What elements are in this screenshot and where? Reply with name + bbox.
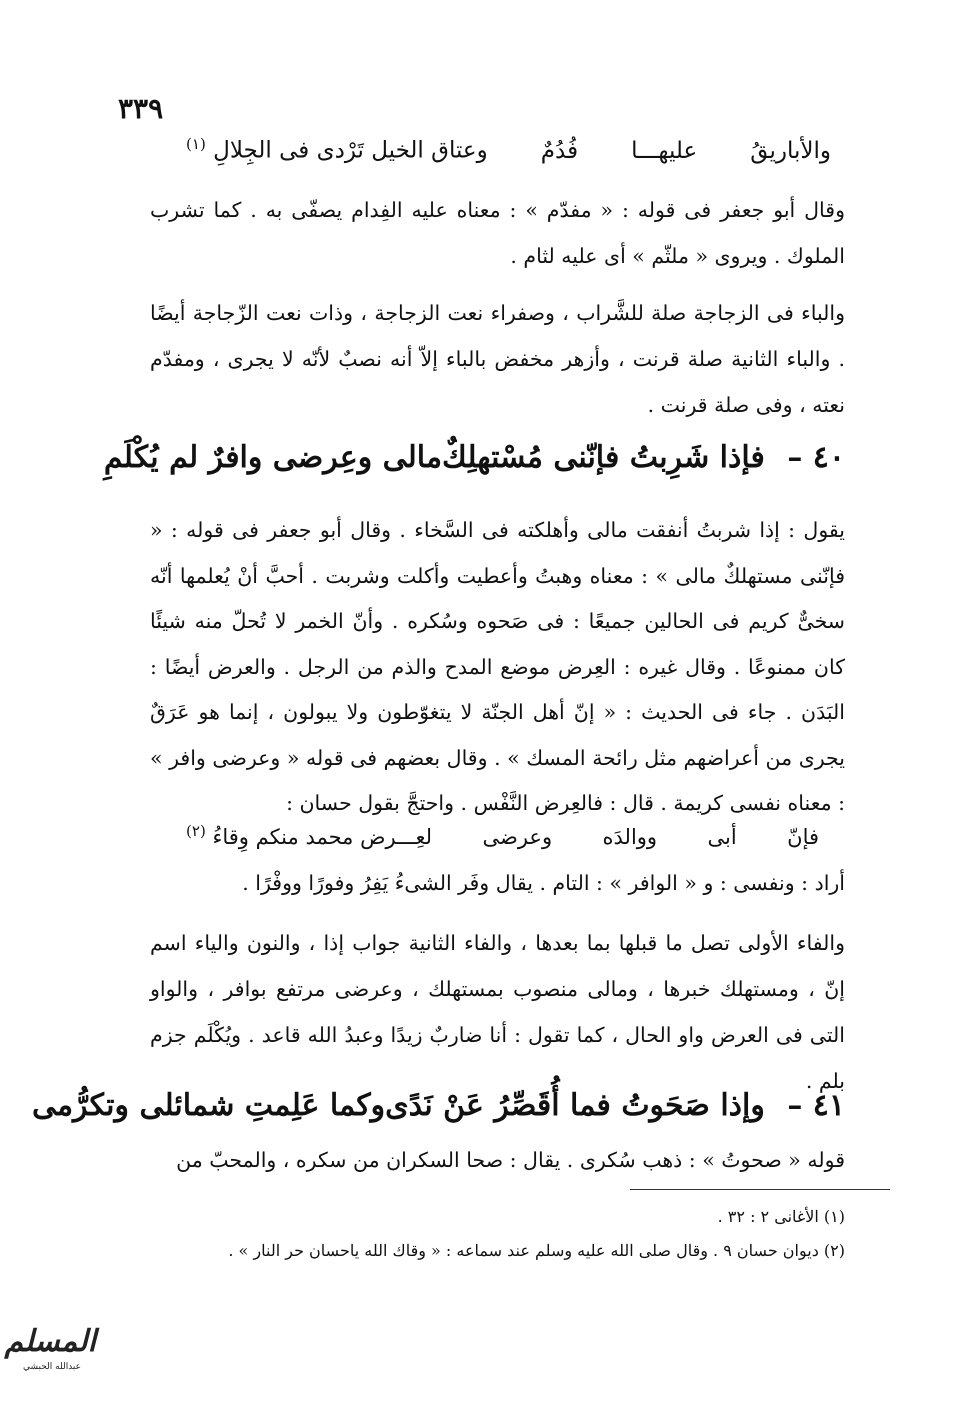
- quoted-verse-hassan: [180, 822, 825, 849]
- verse-41-first-hemistich: [385, 1088, 845, 1123]
- commentary-paragraph: قوله « صحوتُ » : ذهب سُكرى . يقال : صحا السكران من سكره ، والمحبّ من: [176, 1148, 845, 1172]
- commentary-paragraph: وقال أبو جعفر فى قوله : « مفدّم » : معناه عليه الفِدام يصفّى به . كما تشرب الملوك . ويروى « ملثّم » أى عليه لثام .: [150, 198, 845, 268]
- footnote-2: (٢) ديوان حسان ٩ . وقال صلى الله عليه وسلم عند سماعه : « وقاك الله ياحسان حر النار » .: [228, 1241, 845, 1260]
- verse-41-second-hemistich: وكما عَلِمتِ شمائلى وتكرُّمى: [31, 1088, 386, 1123]
- commentary-paragraph: والباء فى الزجاجة صلة للشَّراب ، وصفراء نعت الزجاجة ، وذات نعت الزّجاجة أيضًا . والباء الثانية صلة قرنت ، وأزهر مخفض بالباء إلاّ أنه نصبٌ لأنّه لا يجرى ، ومفدّم نعته ، وفى صلة قرنت .: [150, 301, 845, 417]
- verse-part-text: وعتاق الخيل تَرْدى فى الجِلالِ: [213, 137, 488, 164]
- commentary-paragraph: أراد : ونفسى : و « الوافر » : التام . يقال وفَر الشىءُ يَفِرُ وفورًا ووفْرًا .: [242, 871, 845, 895]
- verse-part: أبى: [707, 825, 737, 849]
- footnote-ref-2: (٢): [186, 822, 206, 840]
- footnote-1: (١) الأغانى ٢ : ٣٢ .: [717, 1207, 845, 1226]
- verse-number: ٤٠ –: [787, 440, 845, 475]
- verse-number: ٤١ –: [787, 1088, 845, 1123]
- verse-part: عليهـــا: [631, 137, 698, 164]
- stamp-text: المسلم: [4, 1324, 96, 1359]
- verse-part: وعرضى: [482, 825, 553, 849]
- verse-40: [103, 440, 845, 475]
- commentary-paragraph: يقول : إذا شربتُ أنفقت مالى وأهلكته فى السَّخاء . وقال أبو جعفر فى قوله : « فإنّنى مستهلكٌ مالى » : معناه وهبتُ وأعطيت وأكلت وشربت . أحبَّ أنْ يُعلمها أنّه سخىٌّ كريم فى الحالين جميعًا : فى صَحوه وسُكره . وأنّ الخمر لا تُحلّ منه شيئًا كان ممنوعًا . وقال غيره : العِرض موضع المدح والذم من الرجل . والعرض أيضًا : البَدَن . جاء فى الحديث : « إنّ أهل الجنّة لا يتغوّطون ولا يبولون ، إنما هو عَرَقٌ يجرى من أعراضهم مثل رائحة المسك » . وقال بعضهم فى قوله « وعرضى وافر » : معناه نفسى كريمة . قال : فالعِرض النَّفْس . واحتجَّ بقول حسان :: [150, 518, 845, 815]
- verse-40-second-hemistich: مالى وعِرضى وافرٌ لم يُكْلَمِ: [103, 440, 443, 475]
- verse-39-second-hemistich: [180, 135, 837, 164]
- hemistich-text: فإذا شَرِبتُ فإنّنى مُسْتهلِكٌ: [442, 440, 765, 475]
- verse-part-text: لعِـــرض محمد منكم وِقاءُ: [212, 825, 433, 849]
- verse-part: والأباريقُ: [750, 137, 831, 164]
- verse-40-first-hemistich: [442, 440, 845, 475]
- stamp-subtext: عبدالله الحبشي: [22, 1362, 82, 1372]
- verse-part: [186, 135, 488, 164]
- footnote-divider: [630, 1189, 890, 1190]
- verse-part: فُدُمٌ: [540, 137, 579, 164]
- commentary-paragraph: والفاء الأولى تصل ما قبلها بما بعدها ، والفاء الثانية جواب إذا ، والنون والياء اسم إنّ ، ومستهلك خبرها ، ومالى منصوب بمستهلك ، وعرضى مرتفع بوافر ، والواو التى فى العرض واو الحال ، كما تقول : أنا ضاربٌ زيدًا وعبدُ الله قاعد . ويُكْلَم جزم بلم .: [150, 931, 845, 1093]
- library-stamp: [4, 1322, 96, 1414]
- verse-part: فإنّ: [787, 825, 819, 849]
- footnote-ref-1: (١): [186, 135, 206, 153]
- page-number: ٣٣٩: [118, 92, 164, 125]
- verse-part: ووالدَه: [602, 825, 658, 849]
- hemistich-text: وإذا صَحَوتُ فما أُقَصِّرُ عَنْ نَدًى: [385, 1088, 765, 1123]
- verse-41: [31, 1088, 845, 1123]
- footnotes: [150, 1200, 845, 1268]
- verse-part: [186, 822, 432, 849]
